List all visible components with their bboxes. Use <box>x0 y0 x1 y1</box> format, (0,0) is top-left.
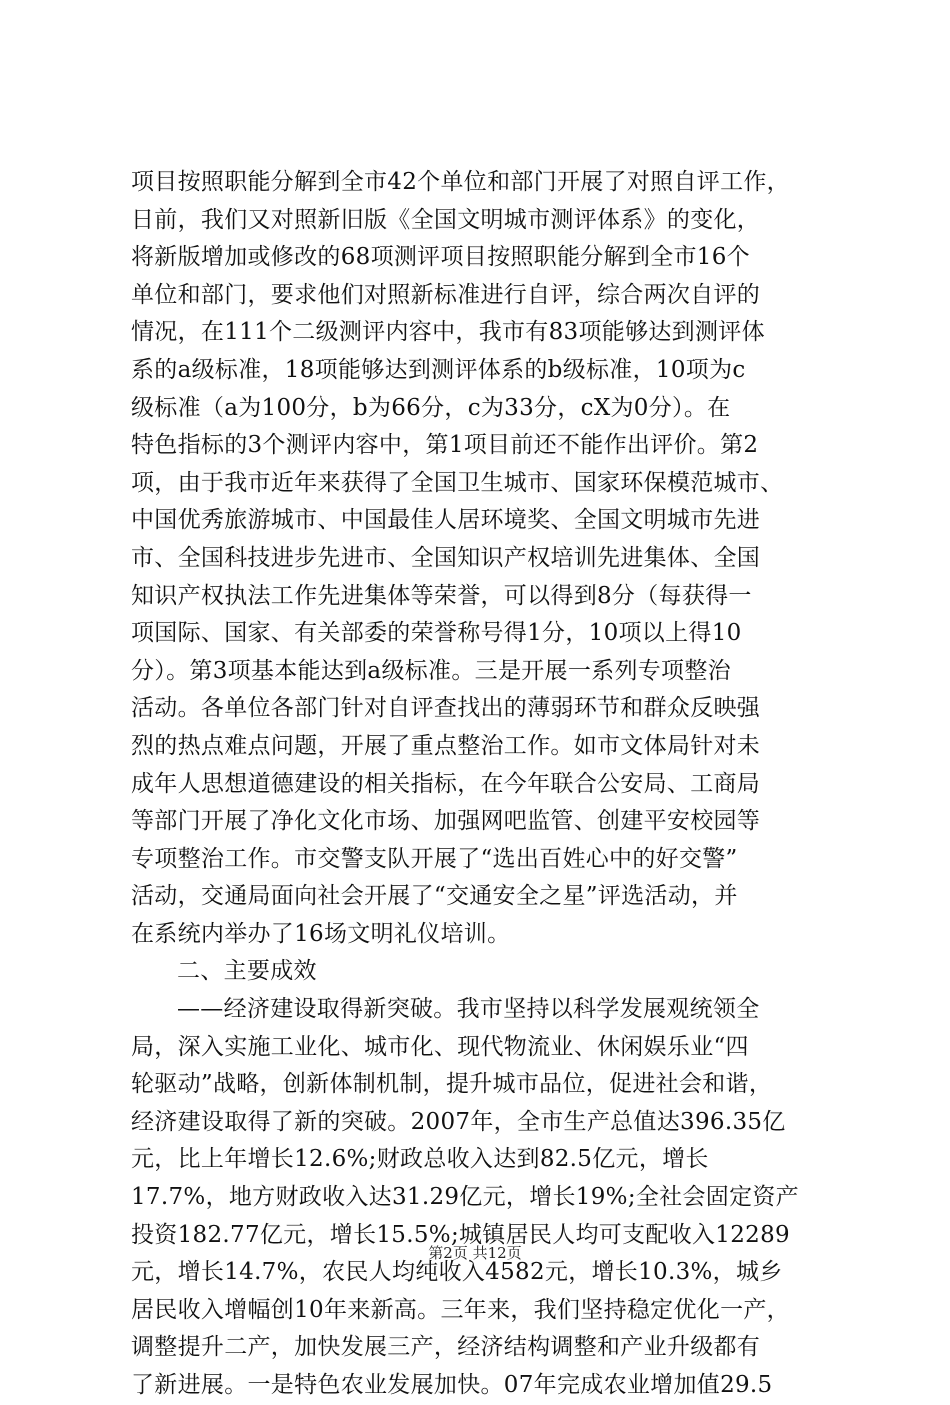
text-line: 烈的热点难点问题，开展了重点整治工作。如市文体局针对未 <box>131 732 761 759</box>
text-line: 项目按照职能分解到全市42个单位和部门开展了对照自评工作， <box>131 169 790 195</box>
text-line: 17.7%，地方财政收入达31.29亿元，增长19%;全社会固定资产 <box>131 1184 799 1211</box>
text-line: 了新进展。一是特色农业发展加快。07年完成农业增加值29.5 <box>131 1372 773 1398</box>
text-line: 级标准（a为100分，b为66分，c为33分，cX为0分）。在 <box>131 394 731 421</box>
text-line: 分）。第3项基本能达到a级标准。三是开展一系列专项整治 <box>131 657 731 684</box>
text-line: 系的a级标准，18项能够达到测评体系的b级标准，10项为c <box>131 356 746 383</box>
text-line: 经济建设取得了新的突破。2007年，全市生产总值达396.35亿 <box>131 1108 786 1135</box>
document-body <box>131 164 831 1405</box>
text-line: 将新版增加或修改的68项测评项目按照职能分解到全市16个 <box>131 244 750 271</box>
text-line: 在系统内举办了16场文明礼仪培训。 <box>131 920 511 947</box>
text-line: 情况，在111个二级测评内容中，我市有83项能够达到测评体 <box>131 319 765 346</box>
page-number-footer: 第2页 共12页 <box>428 1244 522 1262</box>
text-line: 中国优秀旅游城市、中国最佳人居环境奖、全国文明城市先进 <box>131 507 761 534</box>
text-line: 市、全国科技进步先进市、全国知识产权培训先进集体、全国 <box>131 544 761 571</box>
text-line: 元，增长14.7%，农民人均纯收入4582元，增长10.3%，城乡 <box>131 1259 783 1286</box>
text-line: 日前，我们又对照新旧版《全国文明城市测评体系》的变化， <box>131 206 761 233</box>
text-line: 局，深入实施工业化、城市化、现代物流业、休闲娱乐业“四 <box>131 1033 749 1060</box>
text-line: 投资182.77亿元，增长15.5%;城镇居民人均可支配收入12289 <box>131 1221 790 1248</box>
text-line: 特色指标的3个测评内容中，第1项目前还不能作出评价。第2 <box>131 432 759 459</box>
section-heading: 二、主要成效 <box>177 958 317 985</box>
text-line: 专项整治工作。市交警支队开展了“选出百姓心中的好交警” <box>131 845 738 872</box>
text-line: 知识产权执法工作先进集体等荣誉，可以得到8分（每获得一 <box>131 582 752 609</box>
text-line: 活动，交通局面向社会开展了“交通安全之星”评选活动，并 <box>131 883 738 910</box>
text-line: 单位和部门，要求他们对照新标准进行自评，综合两次自评的 <box>131 281 761 308</box>
text-line: 活动。各单位各部门针对自评查找出的薄弱环节和群众反映强 <box>131 695 761 722</box>
text-line: 等部门开展了净化文化市场、加强网吧监管、创建平安校园等 <box>131 808 761 835</box>
text-line: 成年人思想道德建设的相关指标，在今年联合公安局、工商局 <box>131 770 761 797</box>
text-line: 项，由于我市近年来获得了全国卫生城市、国家环保模范城市、 <box>131 469 784 496</box>
text-line: 项国际、国家、有关部委的荣誉称号得1分，10项以上得10 <box>131 620 742 647</box>
paragraph-first-line: ——经济建设取得新突破。我市坚持以科学发展观统领全 <box>177 996 760 1023</box>
text-line: 调整提升二产，加快发展三产，经济结构调整和产业升级都有 <box>131 1334 761 1361</box>
text-line: 居民收入增幅创10年来新高。三年来，我们坚持稳定优化一产， <box>131 1296 790 1323</box>
text-line: 轮驱动”战略，创新体制机制，提升城市品位，促进社会和谐， <box>131 1071 773 1098</box>
text-line: 元，比上年增长12.6%;财政总收入达到82.5亿元，增长 <box>131 1146 709 1173</box>
